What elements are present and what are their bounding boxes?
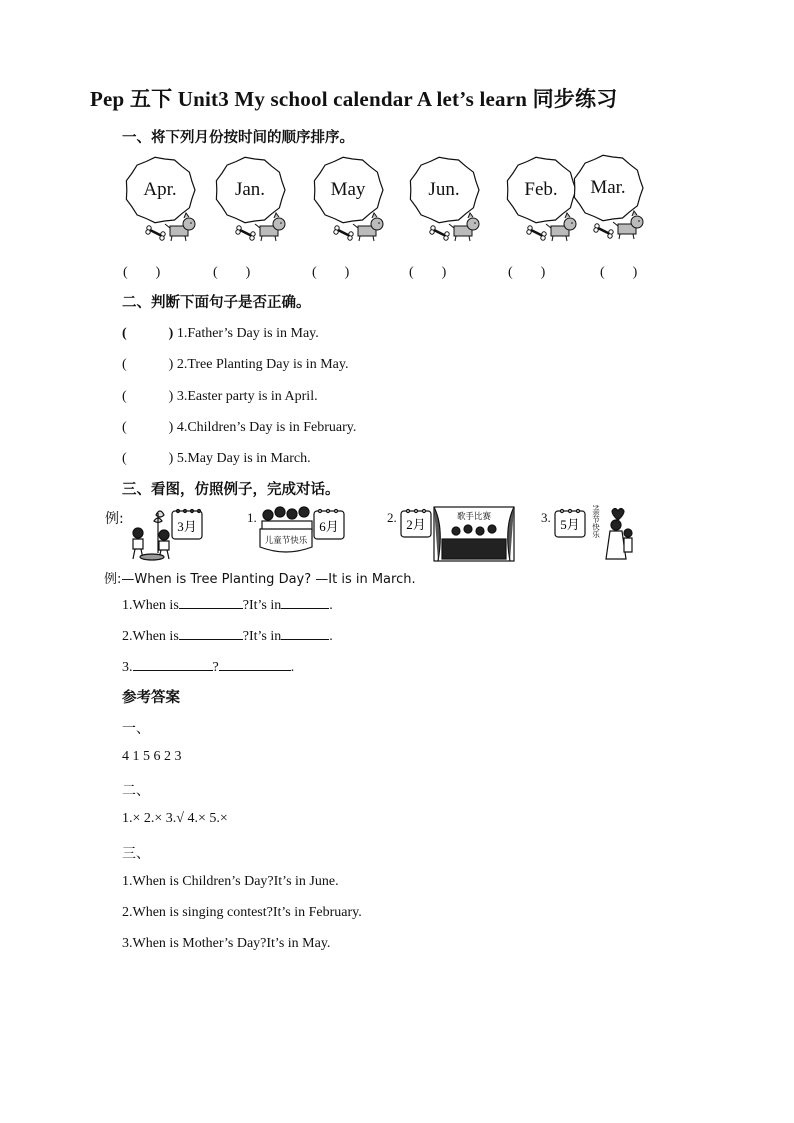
question-2 <box>122 625 333 645</box>
picture-num-2: 2. <box>387 510 397 525</box>
picture-banner-3: 母亲节快乐 <box>591 505 601 538</box>
picture-month-1: 6月 <box>319 519 339 534</box>
judge-item-5 <box>122 447 311 467</box>
childrens-day-illustration <box>258 505 348 563</box>
answers-part1-label: 一、 <box>122 722 150 737</box>
q1-blank-1[interactable] <box>179 594 243 609</box>
answer-paren-4[interactable]: ( ) <box>409 265 447 280</box>
picture-month-2: 2月 <box>406 517 426 532</box>
month-label-6: Mar. <box>590 177 626 198</box>
picture-tree-planting <box>128 505 208 563</box>
picture-num-1: 1. <box>247 510 257 525</box>
q2-blank-2[interactable] <box>281 625 329 640</box>
month-card-2 <box>212 152 290 244</box>
q3-blank-2[interactable] <box>219 656 291 671</box>
q2-part-a: 2.When is <box>122 629 179 644</box>
q3-part-b: ? <box>212 660 219 675</box>
answer-paren-2[interactable]: ( ) <box>213 265 251 280</box>
q1-part-b: ?It’s in <box>242 598 282 613</box>
answers-part2-label: 二、 <box>122 784 150 799</box>
answers-part3-2: 2.When is singing contest?It’s in February. <box>122 905 362 920</box>
tree-planting-illustration <box>128 505 208 563</box>
q1-blank-2[interactable] <box>281 594 329 609</box>
answers-part2: 1.× 2.× 3.√ 4.× 5.× <box>122 811 228 826</box>
judge-item-4 <box>122 416 356 436</box>
month-label-2: Jan. <box>234 179 266 200</box>
q2-part-b: ?It’s in <box>242 629 282 644</box>
month-card-1 <box>122 152 200 244</box>
month-card-6 <box>570 150 648 242</box>
bone-icon <box>236 226 255 240</box>
question-3 <box>122 656 294 676</box>
judge-paren-3[interactable]: ( ) <box>122 389 174 404</box>
picture-singing-contest <box>398 505 516 563</box>
judge-text-5: 5.May Day is in March. <box>176 451 311 466</box>
q3-end: . <box>290 660 295 675</box>
picture-childrens-day <box>258 505 348 563</box>
month-card-4 <box>406 152 484 244</box>
answers-heading: 参考答案 <box>122 690 180 706</box>
q2-blank-1[interactable] <box>179 625 243 640</box>
section2-heading: 二、判断下面句子是否正确。 <box>122 295 311 311</box>
month-label-3: May <box>330 179 366 200</box>
judge-paren-4[interactable]: ( ) <box>122 420 174 435</box>
picture-banner-2: 歌手比赛 <box>456 512 492 522</box>
bone-icon <box>430 226 449 240</box>
singing-contest-illustration <box>398 505 516 563</box>
picture-mothers-day <box>552 505 638 563</box>
example-label: 例: <box>105 511 124 527</box>
judge-item-3 <box>122 385 318 405</box>
judge-paren-2[interactable]: ( ) <box>122 357 174 372</box>
month-label-4: Jun. <box>428 179 460 200</box>
month-label-5: Feb. <box>524 179 558 200</box>
answer-paren-3[interactable]: ( ) <box>312 265 350 280</box>
answer-paren-1[interactable]: ( ) <box>123 265 161 280</box>
section3-heading: 三、看图，仿照例子，完成对话。 <box>122 482 340 498</box>
answer-paren-6[interactable]: ( ) <box>600 265 638 280</box>
judge-text-4: 4.Children’s Day is in February. <box>176 420 357 435</box>
answers-part3-3: 3.When is Mother’s Day?It’s in May. <box>122 936 331 951</box>
mothers-day-illustration <box>552 505 638 563</box>
question-1 <box>122 594 333 614</box>
q1-end: . <box>329 598 333 613</box>
picture-month-0: 3月 <box>177 519 197 534</box>
picture-banner-1: 儿童节快乐 <box>264 536 308 546</box>
answers-part3-1: 1.When is Children’s Day?It’s in June. <box>122 874 339 889</box>
month-card-3 <box>310 152 388 244</box>
judge-item-1 <box>122 322 319 342</box>
q3-blank-1[interactable] <box>133 656 213 671</box>
bone-icon <box>146 226 165 240</box>
judge-text-2: 2.Tree Planting Day is in May. <box>176 357 349 372</box>
judge-text-3: 3.Easter party is in April. <box>176 389 318 404</box>
q3-part-a: 3. <box>122 660 133 675</box>
bone-icon <box>594 224 613 238</box>
bone-icon <box>334 226 353 240</box>
month-label-1: Apr. <box>143 179 177 200</box>
answer-paren-5[interactable]: ( ) <box>508 265 546 280</box>
q1-part-a: 1.When is <box>122 598 179 613</box>
page-title: Pep 五下 Unit3 My school calendar A let’s learn 同步练习 <box>90 87 618 111</box>
q2-end: . <box>329 629 333 644</box>
answers-part1: 4 1 5 6 2 3 <box>122 749 182 764</box>
section1-heading: 一、将下列月份按时间的顺序排序。 <box>122 130 354 146</box>
bone-icon <box>527 226 546 240</box>
judge-paren-5[interactable]: ( ) <box>122 451 174 466</box>
picture-num-3: 3. <box>541 510 551 525</box>
judge-text-1: 1.Father’s Day is in May. <box>176 326 319 341</box>
judge-paren-1[interactable]: ( ) <box>122 326 174 341</box>
example-sentence: 例:—When is Tree Planting Day? —It is in March. <box>104 572 416 587</box>
picture-month-3: 5月 <box>560 517 580 532</box>
answers-part3-label: 三、 <box>122 847 150 862</box>
judge-item-2 <box>122 353 348 373</box>
